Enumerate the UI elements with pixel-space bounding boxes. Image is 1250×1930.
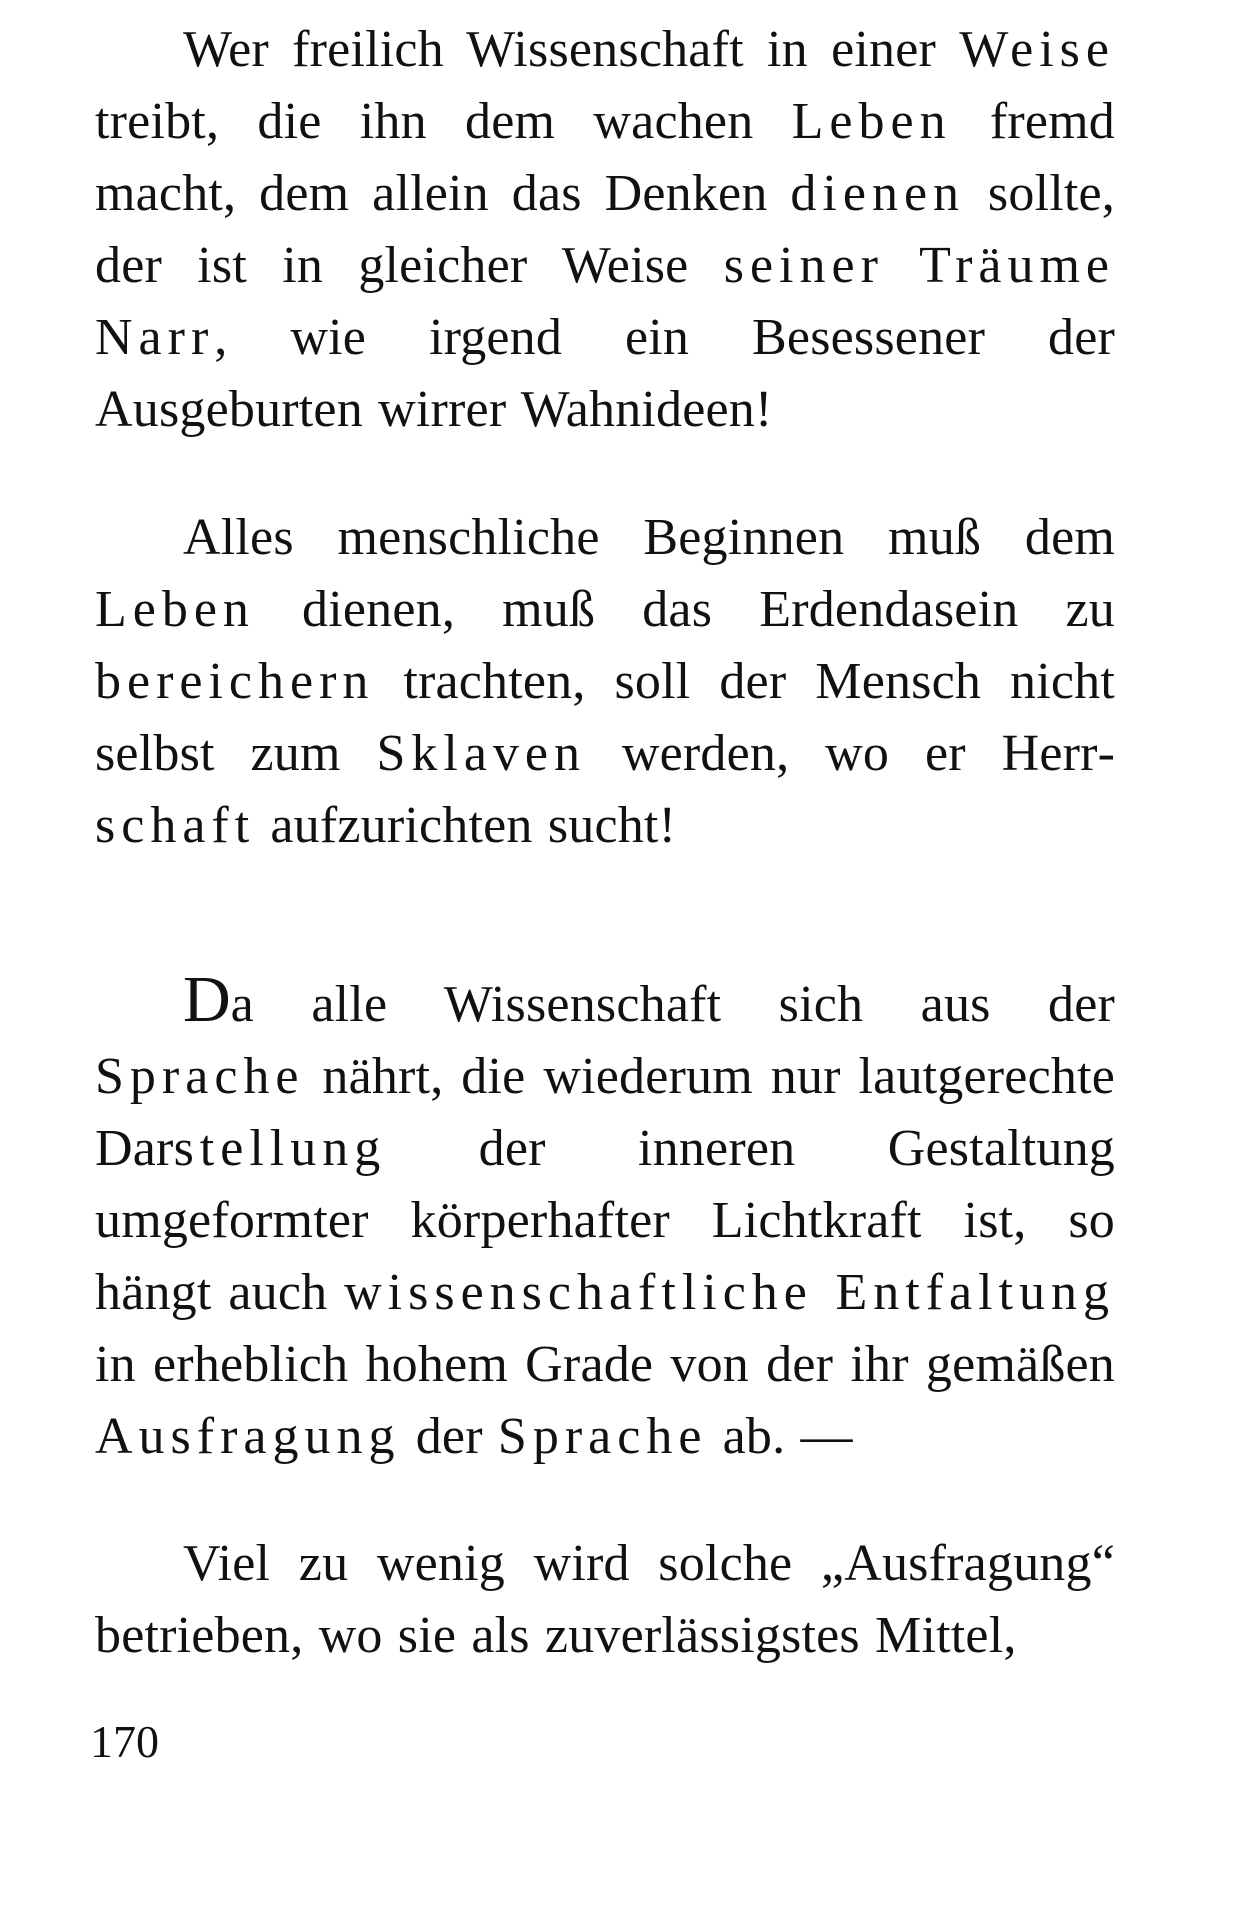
text-run: dienen, muß das Erdendasein zu: [254, 581, 1115, 638]
text-run: aufzurichten sucht!: [255, 797, 677, 854]
text-run: nährt, die wiederum nur lautgerechte Dar: [95, 1048, 1115, 1177]
spaced-text-run: stellung: [173, 1120, 387, 1177]
text-run: der: [400, 1408, 498, 1465]
spaced-text-run: bereichern: [95, 653, 375, 710]
spaced-text-run: Leben: [95, 581, 255, 638]
text-run: treibt, die ihn dem wachen: [95, 93, 792, 150]
spaced-text-run: Leben: [791, 93, 952, 150]
paragraph-3: [95, 963, 1115, 1473]
paragraph-4: [95, 1528, 1115, 1672]
spaced-text-run: Weise: [959, 21, 1115, 78]
text-run: Wer freilich Wissenschaft in einer: [183, 21, 960, 78]
initial-letter: D: [183, 963, 231, 1036]
text-run: fremd macht, dem allein das Denken: [95, 93, 1115, 222]
paragraph-1: [95, 14, 1115, 446]
text-run: in erheblich hohem Grade von der ihr gemäßen: [95, 1336, 1115, 1393]
text-run: der inneren Gestaltung umgeformter körperhafter Lichtkraft ist, so hängt auch: [95, 1120, 1115, 1321]
spaced-text-run: Sprache: [95, 1048, 305, 1105]
spaced-text-run: dienen: [790, 165, 966, 222]
text-run: werden, wo er Herr: [586, 725, 1115, 782]
text-run: sollte, der ist in gleicher Weise: [95, 165, 1115, 294]
spaced-text-run: schaft: [95, 797, 256, 854]
text-run: [884, 237, 919, 294]
text-run: a alle Wissenschaft sich aus der: [230, 976, 1115, 1033]
spaced-text-run: Sklaven: [376, 725, 587, 782]
spaced-text-run: wissenschaftliche Entfaltung: [344, 1264, 1115, 1321]
spaced-text-run: Sprache: [497, 1408, 708, 1465]
page-number: 170: [90, 1716, 159, 1767]
text-run: ab. —: [707, 1408, 853, 1465]
spaced-text-run: Ausfragung: [95, 1408, 401, 1465]
text-run: , wie irgend ein Besessener der Ausgeburten wirrer Wahnideen!: [95, 309, 1115, 438]
text-run: Viel zu wenig wird solche „Ausfragung“ betrieben, wo sie als zuverlässigstes Mittel,: [95, 1535, 1115, 1664]
spaced-text-run: seiner: [723, 237, 884, 294]
text-run: Alles menschliche Beginnen muß dem: [183, 509, 1115, 566]
spaced-text-run: Träume Narr: [95, 237, 1116, 366]
text-run: trachten, soll der Mensch nicht selbst zum: [95, 653, 1115, 782]
paragraph-2: [95, 502, 1115, 862]
